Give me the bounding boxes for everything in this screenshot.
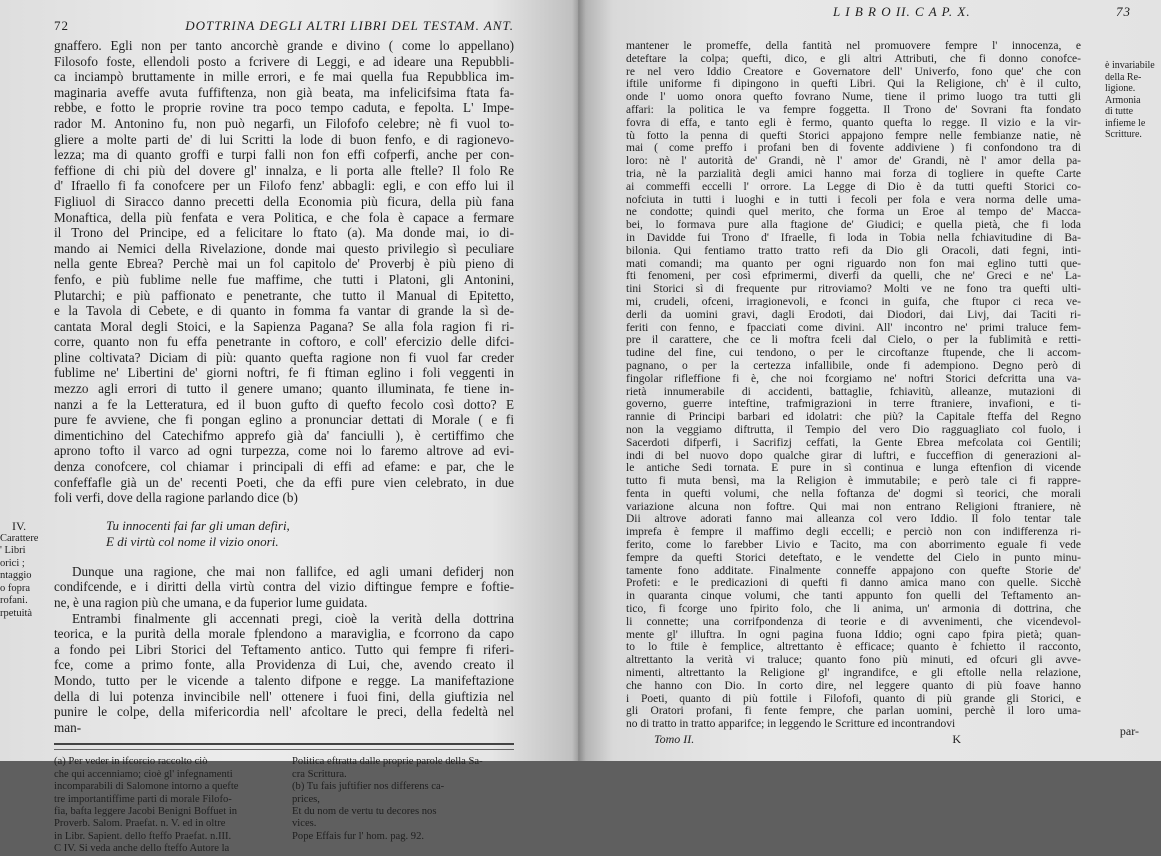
text-line: tria, nè la parzialità degli amici hanno mai forza di togliere in quefte Carte — [626, 167, 1081, 180]
text-line: li connette; una corrifpondenza di teorie e di avvenimenti, che vicendevol- — [626, 615, 1081, 628]
footnote-line: C IV. Si veda anche dello fteffo Autore la — [54, 843, 230, 855]
text-line: re nel vero Iddio Creatore e Governatore dell' Univerfo, fono que' che con — [626, 65, 1081, 78]
text-line: aprono tofto il varco ad ogni turpezza, come noi lo faremo altrove ad evi- — [54, 443, 514, 459]
text-line: mando ai Nemici della Rivelazione, donde mai questo privilegio sì peculiare — [54, 240, 514, 256]
text-line: nella gente Ebrea? Perchè mai un fol capitolo de' Proverbj è più pieno di — [54, 256, 514, 272]
footnote-line: (b) Tu fais juftifier nos differens ca- — [292, 781, 445, 793]
left-body-text — [54, 38, 514, 735]
text-line: in Davidde fui Trono d' Ifraelle, fi loda in Tobia nella fchiavitudine di Ba- — [626, 231, 1081, 244]
text-line: denza conofcere, col chiamar i principali di effi ad efame: e par, che le — [54, 459, 514, 475]
text-line: Dunque una ragione, che mai non fallifce, ed agli umani defiderj non — [72, 563, 514, 579]
text-line: fublime ne' Libertini de' giorni noftri, fe fi ftiman eglino i foli veggenti in — [54, 365, 514, 381]
volume-label: Tomo II. — [654, 732, 695, 746]
text-line: condifcende, e i diritti della virtù contra del vizio diftingue fempre e foftie- — [54, 579, 514, 595]
text-line: rietà innumerabile di accidenti, battaglie, fchiavitù, alleanze, mutazioni di — [626, 385, 1081, 398]
text-line: punire le colpe, della mifericordia nell' afcoltare le preci, della fedeltà nel — [54, 704, 514, 720]
text-line: il Trono del Principe, ed a felicitare lo ftato (a). Ma donde mai, io di- — [54, 225, 514, 241]
text-line: fempre da quefti Storici deteftato, e le vendette del Cielo in punto minu- — [626, 551, 1081, 564]
footnote-line: incomparabili di Salomone intorno a quefte — [54, 781, 239, 793]
text-line: a fondo pei Libri Storici del Teftamento antico. Tutto qui fempre fi riferi- — [54, 641, 514, 657]
margin-note-line: o fopra — [0, 582, 31, 594]
text-line: in quaranta cinque volumi, che tanti appunto fon quelli del Teftamento an- — [626, 590, 1081, 603]
text-line: Figliuol di Siracco danno precetti della Economia più ficura, della più fana — [54, 193, 514, 209]
verse-line: E di virtù col nome il vizio onori. — [106, 533, 279, 549]
text-line: to lo ftile è femplice, altrettanto è efficace; quanto è fchietto il racconto, — [626, 641, 1081, 654]
text-line: tamente fono additate. Finalmente conneffe appajono con quefte Storie de' — [626, 564, 1081, 577]
margin-note-line: di tutte — [1105, 106, 1134, 117]
margin-note-number: IV. — [12, 519, 27, 533]
margin-note-line: della Re- — [1105, 71, 1142, 83]
text-line: gliere a molte parti de' di lui Scritti la lode di buon fenfo, e di ragionevo- — [54, 131, 514, 147]
text-line: feffione di chi più del dovere gl' innalza, e li porta alle ftelle? Il folo Re — [54, 162, 514, 178]
text-line: tudine del fine, cui tendono, o per le circoftanze ftupende, che li accom- — [626, 347, 1081, 360]
text-line: pagnano, o per la certezza infallibile, onde fi adempiono. Degno però di — [626, 359, 1081, 372]
text-line: d' Ifraello fi fa conofcere per un Filofo fenz' abbagli: egli, e con effo lui il — [54, 178, 514, 194]
text-line: tini Storici sì di frequente pur ritroviamo? Molti ve ne fono tra quefti ulti- — [626, 283, 1081, 296]
footnote-rule — [54, 743, 514, 750]
text-line: le antiche Sedi tornata. E pure in sì continua e lunga eftenfion di vicende — [626, 462, 1081, 475]
verse-line: Tu innocenti fai far gli uman defiri, — [106, 517, 290, 533]
text-line: fenfo, e più fublime nelle fue maffime, che tutti i Platoni, gli Antonini, — [54, 271, 514, 287]
right-page-number: 73 — [1116, 4, 1131, 19]
text-line: Entrambi finalmente gli accennati pregi, cioè la verità della dottrina — [72, 610, 514, 626]
text-line: mantener le promeffe, della fantità nel promuovere fempre l' innocenza, e — [626, 40, 1081, 52]
text-line: pure fe avviene, che fi pongan eglino a pronunciar dettati di Morale ( e fi — [54, 412, 514, 428]
text-line: mi, crudeli, ofceni, irragionevoli, e fconci in guifa, che ftupor ci reca ve- — [626, 295, 1081, 308]
text-line: non la veggiamo diftrutta, il Tempio del vero Dio ragguagliato col fuolo, i — [626, 423, 1081, 436]
text-line: imprefa è fempre il maffimo degli eccelli; e perciò non con indifferenza ri- — [626, 526, 1081, 539]
text-line: derli da uomini gravi, dagli Erodoti, dai Diodori, dai Livj, dai Taciti ri- — [626, 308, 1081, 321]
text-line: cantata Moral degli Stoici, e la Sapienza Pagana? Se alla fola ragion fi ri- — [54, 318, 514, 334]
footnote-line: che qui accenniamo; cioè gl' infegnamenti — [54, 768, 233, 780]
margin-note-line: è invariabile — [1105, 60, 1155, 71]
text-line: affari: la politica le va fempre foggetta. Il Trono de' Sovrani fta fondato — [626, 103, 1081, 116]
margin-note-line: rpetuità — [0, 607, 33, 619]
right-header-title: L I B R O II. C A P. X. — [833, 4, 971, 19]
left-page-number: 72 — [54, 18, 69, 33]
text-line: foli verfi, dove della ragione parlando dice (b) — [54, 490, 298, 506]
footnote-line: tre importantiffime parti di morale Filofo- — [54, 793, 232, 805]
text-line: no di tratto in tratto apparifce; in leggendo le Scritture ed incontrandovi — [626, 718, 956, 731]
text-line: gnaffero. Egli non per tanto ancorchè grande e divino ( come lo appellano) — [54, 38, 514, 53]
text-line: fingolar rifleffione fi è, che noi fcorgiamo ne' noftri Storici defcritta una va- — [626, 372, 1081, 385]
text-line: tù fotto la penna di quefti Storici appajono fempre nelle fembianze natie, nè — [626, 129, 1081, 142]
footnote-line: Politica eftratta dalle proprie parole della Sa- — [292, 756, 483, 768]
text-line: rador M. Antonino fu, non può negarfi, un Filofofo celebre; nè fi vuol to- — [54, 115, 514, 131]
text-line: e la Tavola di Cebete, e di quanto in fomma fa vantar di grande la sì de- — [54, 303, 514, 319]
left-page — [0, 0, 578, 855]
text-line: fovra di effa, e tanto egli è fermo, quanto quefta lo regge. Il vizio e la vir- — [626, 116, 1081, 129]
footnote-line: cra Scrittura. — [292, 768, 347, 780]
margin-note-line: ' Libri — [0, 545, 26, 556]
text-line: ca inciampò bruttamente in mille errori, e fe mai quella fua Repubblica im- — [54, 69, 514, 85]
text-line: mente gl' illuftra. In ogni pagina fuona Iddio; ogni capo fpira pietà; quan- — [626, 628, 1081, 641]
footnote-line: Proverb. Salom. Praefat. n. V. ed in oltre — [54, 818, 226, 830]
verse-quotation — [106, 518, 514, 550]
book-gutter — [572, 0, 586, 761]
text-line: altrettanto la verità vi traluce; quanto fono più minuti, ed ofcuri gli avve- — [626, 654, 1081, 667]
text-line: onde l' uomo onora quefto fovrano Nume, tiene il primo luogo tra tutti gli — [626, 91, 1081, 104]
text-line: nofciuta in tutti i luoghi e in tutti i fecoli per fola e vera norma delle uma- — [626, 193, 1081, 206]
text-line: deteftare la colpa; quefti, dico, e gli altri Attributi, che fi donno conofce- — [626, 52, 1081, 65]
text-line: nimenti, altrettanto la Religione gl' ingrandifce, e gli eftolle nella relazione, — [626, 667, 1081, 680]
text-line: Dii altrove adorati fanno mai alleanza col vero Iddio. Il folo tentar tale — [626, 513, 1081, 526]
text-line: Monaftica, della più fenfata e vera Politica, e che fola è capace a fermare — [54, 209, 514, 225]
signature-mark: K — [952, 732, 961, 746]
text-line: pre il carattere, che ce li moftra fceli dal Cielo, o per la fublimità e retti- — [626, 334, 1081, 347]
text-line: dimentichino del Catechifmo apprefo già da' fanciulli ), è certiffimo che — [54, 427, 514, 443]
text-line: fce, come a primo fonte, alla Providenza di Lui, che, avendo creato il — [54, 657, 514, 673]
text-line: rebbe, e fotto le proprie rovine tra poco tempo caduta, e fepolta. L' Impe- — [54, 100, 514, 116]
margin-note-line: infieme le — [1105, 117, 1146, 129]
text-line: Profeti: e le predicazioni di quefti fi danno amica mano con quelle. Sicchè — [626, 577, 1081, 590]
left-running-head — [54, 18, 514, 34]
footnote-line: Et du nom de vertu tu decores nos — [292, 805, 437, 817]
footnote-line: (a) Per veder in ifcorcio raccolto ciò — [54, 756, 208, 768]
text-line: variazione alcuna non foftre. Qui mai non entrano Religioni ftraniere, nè — [626, 500, 1081, 513]
right-margin-note — [1105, 60, 1159, 141]
text-line: feriti con fenno, e fpacciati come divini. All' incontro ne' primi traluce fem- — [626, 321, 1081, 334]
margin-note-line: ligione. — [1105, 83, 1136, 94]
right-page — [578, 0, 1161, 761]
text-line: tutto fi muta bensì, ma la Religion è immutabile; e però tale ci fi rappre- — [626, 475, 1081, 488]
text-line: indi di bel nuovo dopo qualche girar di luftri, e fucceffion di generazioni al- — [626, 449, 1081, 462]
text-line: che hanno con Dio. In corto dire, nel leggere quanto di più foave hanno — [626, 679, 1081, 692]
text-line: bei, lo formava pure alla ftagione de' Giudici; e quella pietà, che fi loda — [626, 219, 1081, 232]
footnote-column-right — [292, 756, 514, 855]
text-line: i Poeti, quanto di più fottile i Filofofi, quanto di più grande gli Storici, e — [626, 692, 1081, 705]
text-line: loro: nè l' autorità de' Grandi, nè l' amor de' Grandi, nè l' amor della pa- — [626, 155, 1081, 168]
text-line: iftile uniforme fi dipingono in quefti Libri. Qui la Religione, ch' è il culto, — [626, 78, 1081, 91]
margin-note-line: orici ; — [0, 557, 25, 569]
left-margin-note — [0, 520, 48, 620]
text-line: Sacerdoti difperfi, i Sacrifizj ceffati, la Gente Ebrea mefcolata coi Gentili; — [626, 436, 1081, 449]
text-line: bilonia. Qui fentiamo tratto tratto refi da Dio gli Oracoli, dati fegni, inti- — [626, 244, 1081, 257]
catchword: par- — [1119, 724, 1139, 738]
text-line: mai ( come preffo i profani ben di fovente addiviene ) fi confondono tra di — [626, 142, 1081, 155]
text-line: maginaria aveffe avuta fuffiftenza, non già beata, ma infelicifsima ftata fa- — [54, 84, 514, 100]
text-line: Plutarchi; e più paffionato e penetrante, che tutto il Manual di Epitetto, — [54, 287, 514, 303]
text-line: mezzo agli errori di tutto il genere umano; quanto illuminata, fe tiene in- — [54, 381, 514, 397]
text-line: man- — [54, 719, 82, 735]
footnote-line: prices, — [292, 793, 320, 805]
text-line: lezza; ma di quanto groffi e turpi falli non fon effi cofperfi, anche per con- — [54, 147, 514, 163]
margin-note-line: rofani. — [0, 595, 28, 606]
text-line: corre, quanto non fu effa penetrante in coftoro, e coll' efercizio delle difci- — [54, 334, 514, 350]
text-line: governo, guerre inteftine, trafmigrazioni in terre ftraniere, invafioni, e ti- — [626, 398, 1081, 411]
text-line: ai commeffi eccelli l' orrore. La Legge di Dio è da tutti quefti Storici co- — [626, 180, 1081, 193]
text-line: ne condotte; quindi quel merito, che forma un Eroe al tempo de' Macca- — [626, 206, 1081, 219]
right-running-head — [833, 4, 1131, 20]
text-line: della di lui potenza invincibile nell' ottenere i fuoi fini, della giuftizia nel — [54, 688, 514, 704]
text-line: fenta in quefti volumi, che nella foftanza de' dogmi sì teorici, che morali — [626, 487, 1081, 500]
footnote-line: vices. — [292, 818, 317, 830]
text-line: nanzi a fe la Letteratura, ed il buon gufto di quefto fecolo così dotto? E — [54, 396, 514, 412]
footnote-line: Pope Effais fur l' hom. pag. 92. — [292, 830, 425, 842]
text-line: Filosofo foste, ellendoli posto a fcrivere di Leggi, e ad ideare una Repubbli- — [54, 53, 514, 69]
text-line: rannie di Principi barbari ed idolatri: che più? la Capitale fteffa del Regno — [626, 411, 1081, 424]
text-line: mati comandi; ma quanto per ogni riguardo non fon mai eglino tutti que- — [626, 257, 1081, 270]
text-line: ne, è una ragion più che umana, e da fuperior lume guidata. — [54, 595, 368, 610]
margin-note-line: Armonia — [1105, 94, 1141, 106]
footnote-line: in Libr. Sapient. dello fteffo Praefat. n.III. — [54, 830, 232, 842]
margin-note-line: Scritture. — [1105, 129, 1142, 140]
footnote-column-left — [54, 756, 276, 855]
text-line: fti fenomeni, per così efprimermi, diverfi da quelli, che ne' Greci e ne' La- — [626, 270, 1081, 283]
text-line: gli Oratori profani, fi fente fempre, che parlan uomini, perchè il loro uma- — [626, 705, 1081, 718]
margin-note-line: Carattere — [0, 532, 39, 544]
text-line: tico, fi fcorge uno fpirito folo, che li anima, un' armonia di dottrina, che — [626, 603, 1081, 616]
left-header-title: DOTTRINA DEGLI ALTRI LIBRI DEL TESTAM. ANT. — [185, 18, 514, 33]
margin-note-line: ntaggio — [0, 570, 32, 581]
footnotes — [54, 756, 514, 855]
text-line: pline coltivata? Diciam di più: quanto quefta ragione non fi vuol far creder — [54, 349, 514, 365]
footnote-line: fia, bafta leggere Jacobi Benigni Boffuet in — [54, 805, 238, 817]
page-footer — [626, 732, 1131, 747]
text-line: Mondo, tutto per le vicende a talento difpone e regge. La manifeftazione — [54, 672, 514, 688]
text-line: confeffafle già un de' recenti Poeti, che da effi pure vien celebrato, in due — [54, 474, 514, 490]
text-line: ferito, come lo farebber Livio e Tacito, ma con aborrimento eguale fi vede — [626, 539, 1081, 552]
text-line: teorica, e la purità della morale fplendono a maraviglia, e fcorrono da capo — [54, 626, 514, 642]
right-body-text — [626, 40, 1081, 731]
